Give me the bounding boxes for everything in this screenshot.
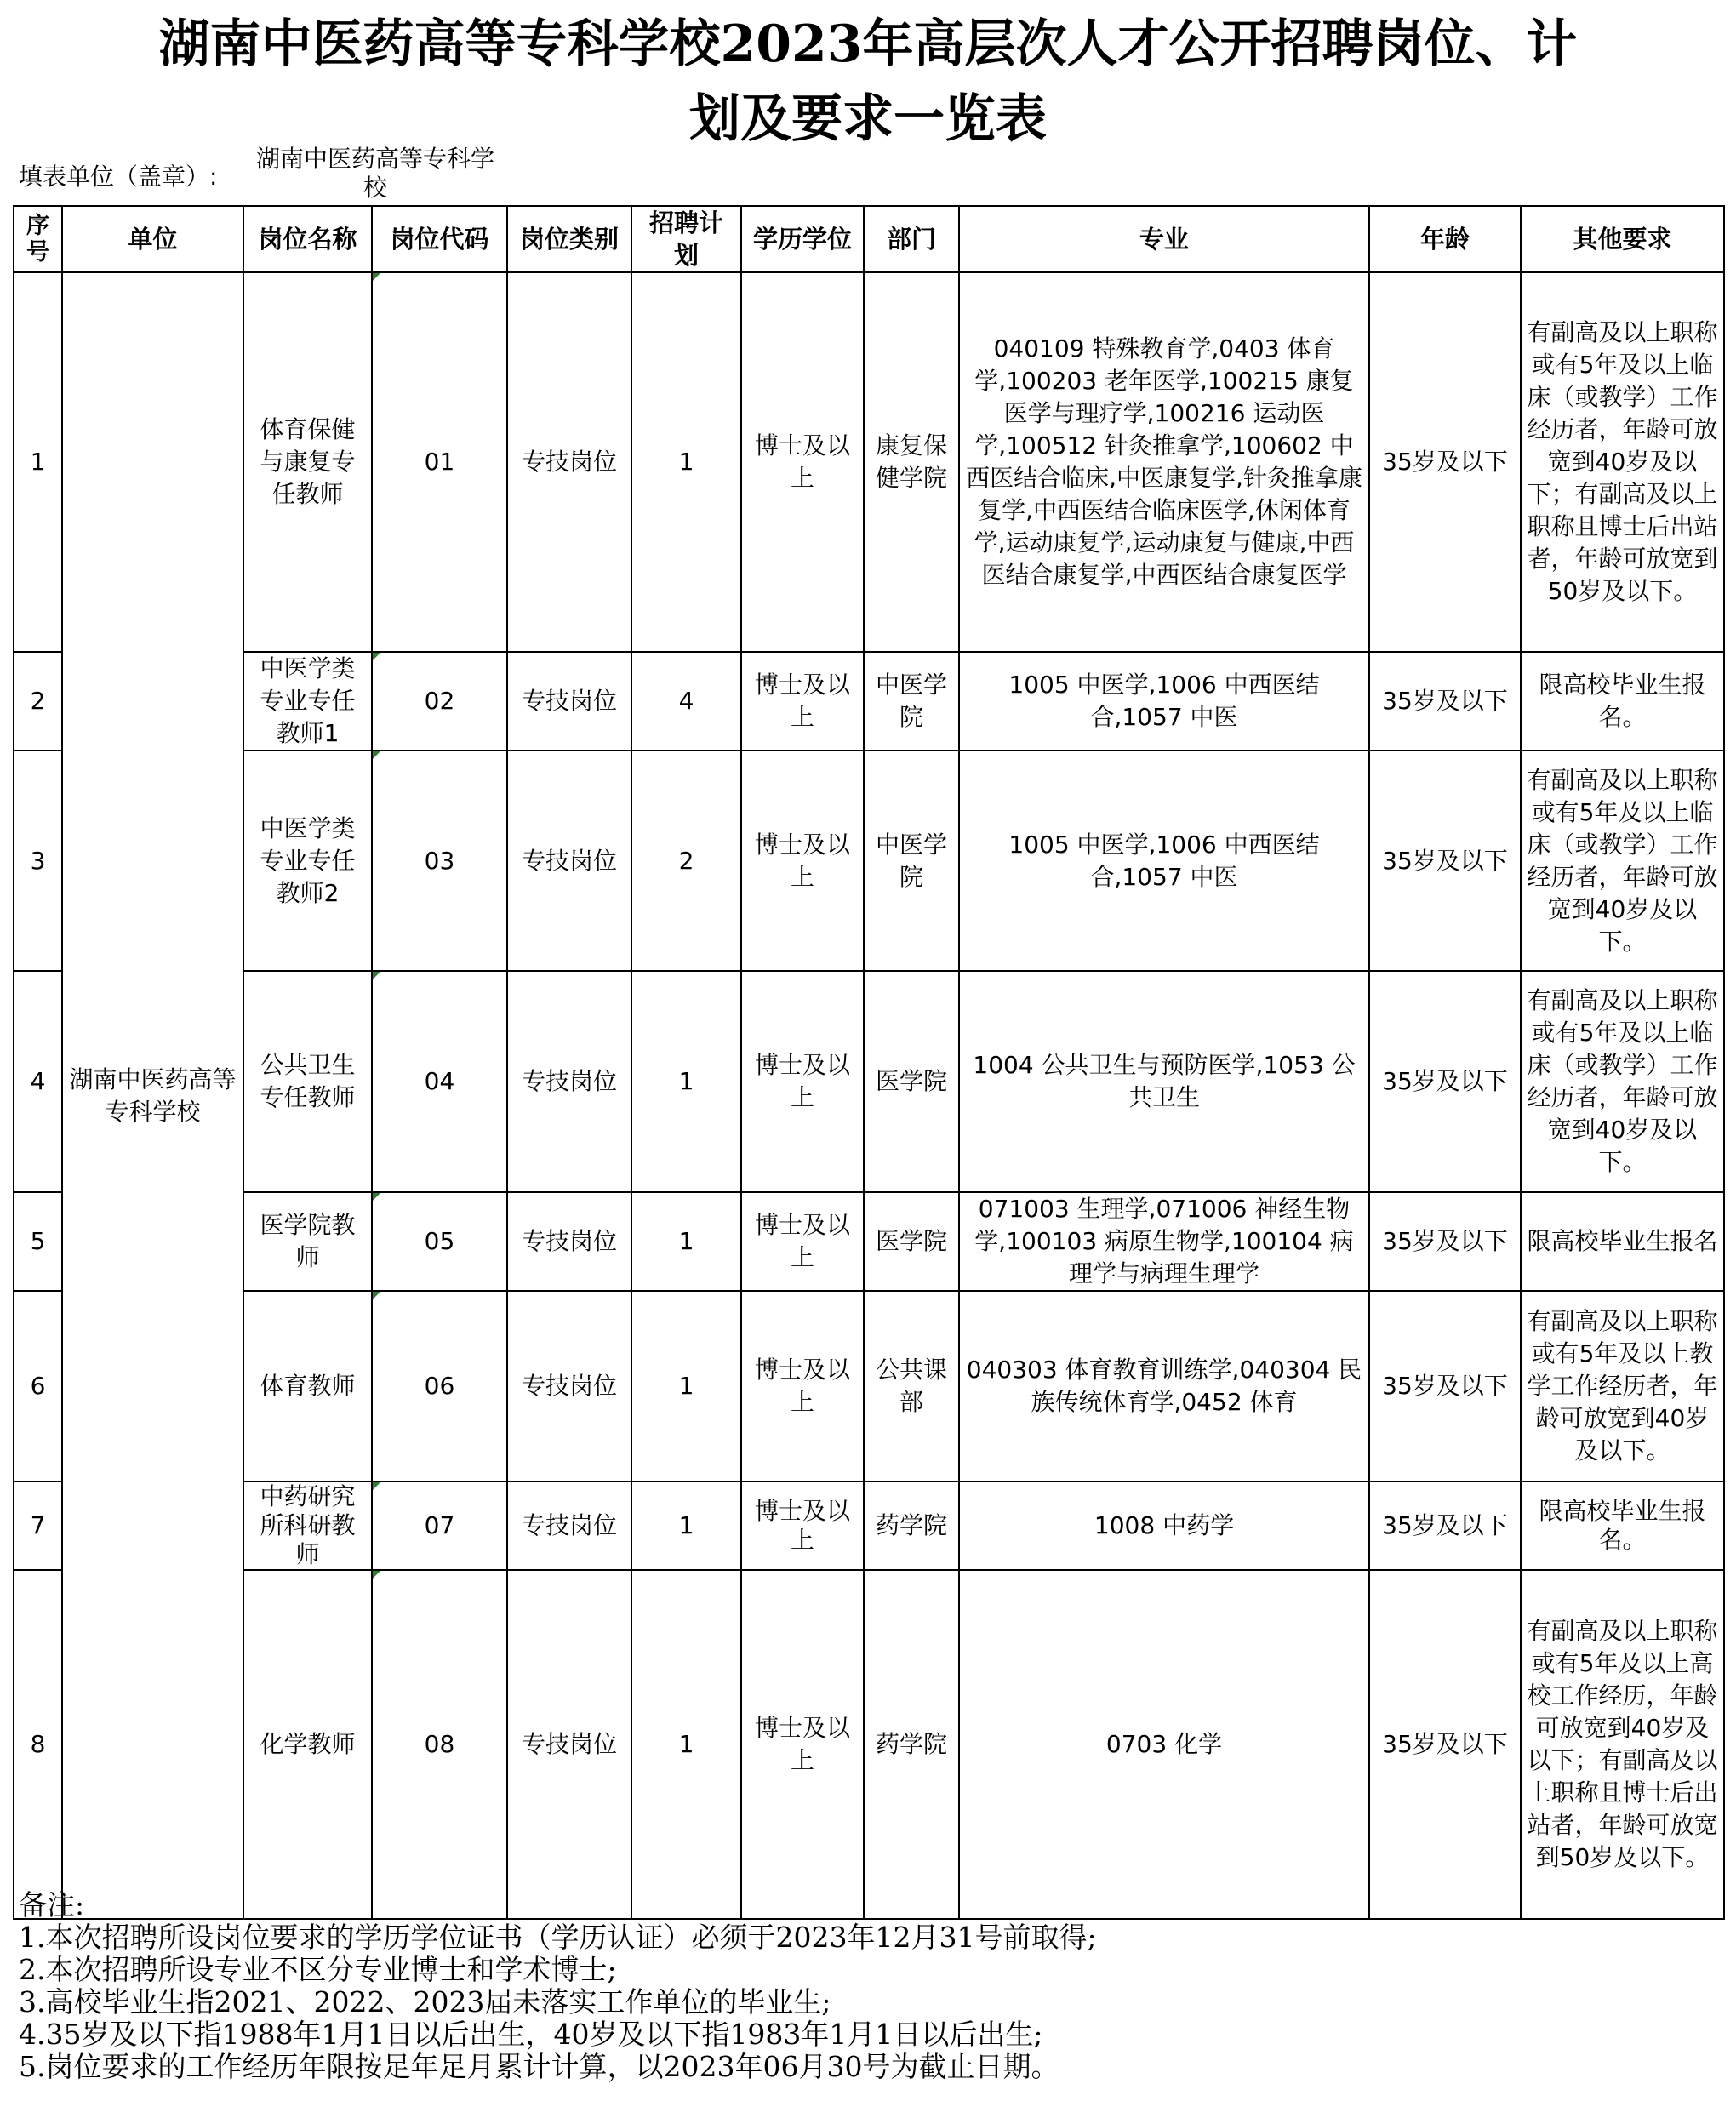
- note-item: 3.高校毕业生指2021、2022、2023届未落实工作单位的毕业生;: [19, 1985, 831, 2018]
- row-post-code: [372, 751, 507, 971]
- row-education: 博士及以上: [741, 1192, 864, 1291]
- row-post-code-text: 06: [424, 1372, 455, 1400]
- table-row: [14, 652, 1724, 751]
- notes-heading: 备注:: [19, 1888, 85, 1921]
- header-education: 学历学位: [741, 206, 864, 272]
- row-major: 040303 体育教育训练学,040304 民族传统体育学,0452 体育: [959, 1291, 1369, 1482]
- row-post-code-text: 02: [424, 687, 455, 715]
- row-age: 35岁及以下: [1369, 971, 1521, 1192]
- note-item: 2.本次招聘所设专业不区分专业博士和学术博士;: [19, 1953, 617, 1986]
- row-seq: 4: [14, 971, 62, 1192]
- row-seq: 7: [14, 1482, 62, 1570]
- row-post-type: 专技岗位: [507, 751, 631, 971]
- row-plan: 1: [631, 1291, 741, 1482]
- table-row: [14, 1482, 1724, 1570]
- cell-marker-icon: [373, 1482, 380, 1490]
- row-age: 35岁及以下: [1369, 652, 1521, 751]
- row-post-name: [243, 1291, 372, 1482]
- row-other: 有副高及以上职称或有5年及以上临床（或教学）工作经历者，年龄可放宽到40岁及以下。: [1521, 751, 1724, 971]
- header-major: 专业: [959, 206, 1369, 272]
- row-major: 0703 化学: [959, 1570, 1369, 1919]
- row-post-code: [372, 1482, 507, 1570]
- row-post-type: 专技岗位: [507, 272, 631, 652]
- row-seq: 3: [14, 751, 62, 971]
- row-post-code-text: 03: [424, 846, 455, 875]
- row-post-code: [372, 971, 507, 1192]
- row-plan: 2: [631, 751, 741, 971]
- row-post-name-text: 中药研究所科研教师: [260, 1482, 356, 1568]
- header-other: 其他要求: [1521, 206, 1724, 272]
- row-age: 35岁及以下: [1369, 1570, 1521, 1919]
- fill-unit-value: 湖南中医药高等专科学校: [255, 145, 494, 202]
- cell-marker-icon: [373, 1292, 380, 1299]
- row-major: 1004 公共卫生与预防医学,1053 公共卫生: [959, 971, 1369, 1192]
- row-plan: 1: [631, 1192, 741, 1291]
- cell-marker-icon: [373, 273, 380, 281]
- row-seq: 1: [14, 272, 62, 652]
- row-dept: 药学院: [864, 1482, 959, 1570]
- header-dept: 部门: [864, 206, 959, 272]
- row-post-name-text: 体育保健与康复专任教师: [260, 415, 356, 508]
- row-post-type: 专技岗位: [507, 1192, 631, 1291]
- row-post-name-text: 医学院教师: [260, 1211, 356, 1271]
- row-post-type: 专技岗位: [507, 1482, 631, 1570]
- unit-name: 湖南中医药高等专科学校: [62, 272, 243, 1919]
- row-post-name-text: 化学教师: [260, 1730, 356, 1758]
- row-post-name: [243, 652, 372, 751]
- row-seq: 8: [14, 1570, 62, 1919]
- table-row: [14, 1192, 1724, 1291]
- row-post-code: [372, 1291, 507, 1482]
- row-other: 有副高及以上职称或有5年及以上临床（或教学）工作经历者，年龄可放宽到40岁及以下；有副高及以上职称且博士后出站者，年龄可放宽到50岁及以下。: [1521, 272, 1724, 652]
- row-education: 博士及以上: [741, 272, 864, 652]
- row-age: 35岁及以下: [1369, 1291, 1521, 1482]
- row-other: 限高校毕业生报名。: [1521, 652, 1724, 751]
- table-row: [14, 1291, 1724, 1482]
- row-major: 071003 生理学,071006 神经生物学,100103 病原生物学,100104 病理学与病理生理学: [959, 1192, 1369, 1291]
- row-seq: 5: [14, 1192, 62, 1291]
- row-dept: 医学院: [864, 1192, 959, 1291]
- header-post-type: 岗位类别: [507, 206, 631, 272]
- row-post-code-text: 08: [424, 1730, 455, 1758]
- header-post-code: 岗位代码: [372, 206, 507, 272]
- header-plan: 招聘计划: [631, 206, 741, 272]
- row-post-name-text: 中医学类专业专任教师1: [260, 654, 356, 747]
- row-post-name: [243, 751, 372, 971]
- row-education: 博士及以上: [741, 652, 864, 751]
- table-row: [14, 272, 1724, 652]
- row-dept: 中医学院: [864, 652, 959, 751]
- row-education: 博士及以上: [741, 1482, 864, 1570]
- row-major: 040109 特殊教育学,0403 体育学,100203 老年医学,100215 康复医学与理疗学,100216 运动医学,100512 针灸推拿学,100602 中西医结合临床,中医康复学,针灸推拿康复学,中西医结合临床医学,休闲体育学,运动康复学,运动康复与健康,中西医结合康复学,中西医结合康复医学: [959, 272, 1369, 652]
- row-plan: 4: [631, 652, 741, 751]
- fill-unit-label: 填表单位（盖章）:: [19, 163, 218, 191]
- row-education: 博士及以上: [741, 971, 864, 1192]
- title-line-1: 湖南中医药高等专科学校2023年高层次人才公开招聘岗位、计: [158, 14, 1578, 74]
- row-post-name: [243, 1192, 372, 1291]
- header-unit: 单位: [62, 206, 243, 272]
- header-seq: 序号: [14, 206, 62, 272]
- row-age: 35岁及以下: [1369, 272, 1521, 652]
- cell-marker-icon: [373, 1571, 380, 1579]
- row-post-name-text: 中医学类专业专任教师2: [260, 814, 356, 907]
- row-post-name: [243, 971, 372, 1192]
- row-plan: 1: [631, 971, 741, 1192]
- table-header-row: [14, 206, 1724, 272]
- row-dept: 医学院: [864, 971, 959, 1192]
- row-post-code-text: 05: [424, 1227, 455, 1255]
- cell-marker-icon: [373, 1193, 380, 1201]
- row-major: 1005 中医学,1006 中西医结合,1057 中医: [959, 652, 1369, 751]
- note-item: 4.35岁及以下指1988年1月1日以后出生，40岁及以下指1983年1月1日以后出生;: [19, 2018, 1043, 2051]
- row-education: 博士及以上: [741, 1291, 864, 1482]
- row-education: 博士及以上: [741, 751, 864, 971]
- row-other: 限高校毕业生报名: [1521, 1192, 1724, 1291]
- note-item: 1.本次招聘所设岗位要求的学历学位证书（学历认证）必须于2023年12月31号前取得;: [19, 1921, 1097, 1954]
- row-post-name: [243, 272, 372, 652]
- row-plan: 1: [631, 1482, 741, 1570]
- row-post-code-text: 04: [424, 1067, 455, 1095]
- table-row: [14, 751, 1724, 971]
- header-age: 年龄: [1369, 206, 1521, 272]
- row-post-code: [372, 272, 507, 652]
- row-post-type: 专技岗位: [507, 1291, 631, 1482]
- row-major: 1005 中医学,1006 中西医结合,1057 中医: [959, 751, 1369, 971]
- row-dept: 中医学院: [864, 751, 959, 971]
- row-other: 有副高及以上职称或有5年及以上教学工作经历者，年龄可放宽到40岁及以下。: [1521, 1291, 1724, 1482]
- header-post-name: 岗位名称: [243, 206, 372, 272]
- notes: [19, 1889, 1097, 2083]
- row-seq: 2: [14, 652, 62, 751]
- row-post-type: 专技岗位: [507, 652, 631, 751]
- table-row: [14, 1570, 1724, 1919]
- row-age: 35岁及以下: [1369, 751, 1521, 971]
- note-item: 5.岗位要求的工作经历年限按足年足月累计计算，以2023年06月30号为截止日期。: [19, 2050, 1059, 2083]
- row-post-type: 专技岗位: [507, 1570, 631, 1919]
- title-line-2: 划及要求一览表: [689, 89, 1047, 149]
- row-dept: 药学院: [864, 1570, 959, 1919]
- row-other: 限高校毕业生报名。: [1521, 1482, 1724, 1570]
- row-dept: 公共课部: [864, 1291, 959, 1482]
- row-seq: 6: [14, 1291, 62, 1482]
- row-post-name-text: 体育教师: [260, 1372, 356, 1400]
- page-title: [0, 7, 1736, 157]
- row-post-code: [372, 1570, 507, 1919]
- row-post-name: [243, 1570, 372, 1919]
- row-dept: 康复保健学院: [864, 272, 959, 652]
- row-plan: 1: [631, 272, 741, 652]
- row-post-code-text: 07: [424, 1511, 455, 1539]
- row-other: 有副高及以上职称或有5年及以上高校工作经历，年龄可放宽到40岁及以下；有副高及以上职称且博士后出站者，年龄可放宽到50岁及以下。: [1521, 1570, 1724, 1919]
- cell-marker-icon: [373, 972, 380, 979]
- row-age: 35岁及以下: [1369, 1192, 1521, 1291]
- cell-marker-icon: [373, 653, 380, 660]
- row-post-name: [243, 1482, 372, 1570]
- table-row: [14, 971, 1724, 1192]
- row-post-code-text: 01: [424, 448, 455, 476]
- row-post-code: [372, 652, 507, 751]
- row-age: 35岁及以下: [1369, 1482, 1521, 1570]
- row-post-code: [372, 1192, 507, 1291]
- row-post-name-text: 公共卫生专任教师: [260, 1051, 356, 1111]
- row-other: 有副高及以上职称或有5年及以上临床（或教学）工作经历者，年龄可放宽到40岁及以下。: [1521, 971, 1724, 1192]
- row-education: 博士及以上: [741, 1570, 864, 1919]
- recruitment-table: [13, 205, 1725, 1920]
- row-post-type: 专技岗位: [507, 971, 631, 1192]
- row-major: 1008 中药学: [959, 1482, 1369, 1570]
- row-plan: 1: [631, 1570, 741, 1919]
- cell-marker-icon: [373, 751, 380, 759]
